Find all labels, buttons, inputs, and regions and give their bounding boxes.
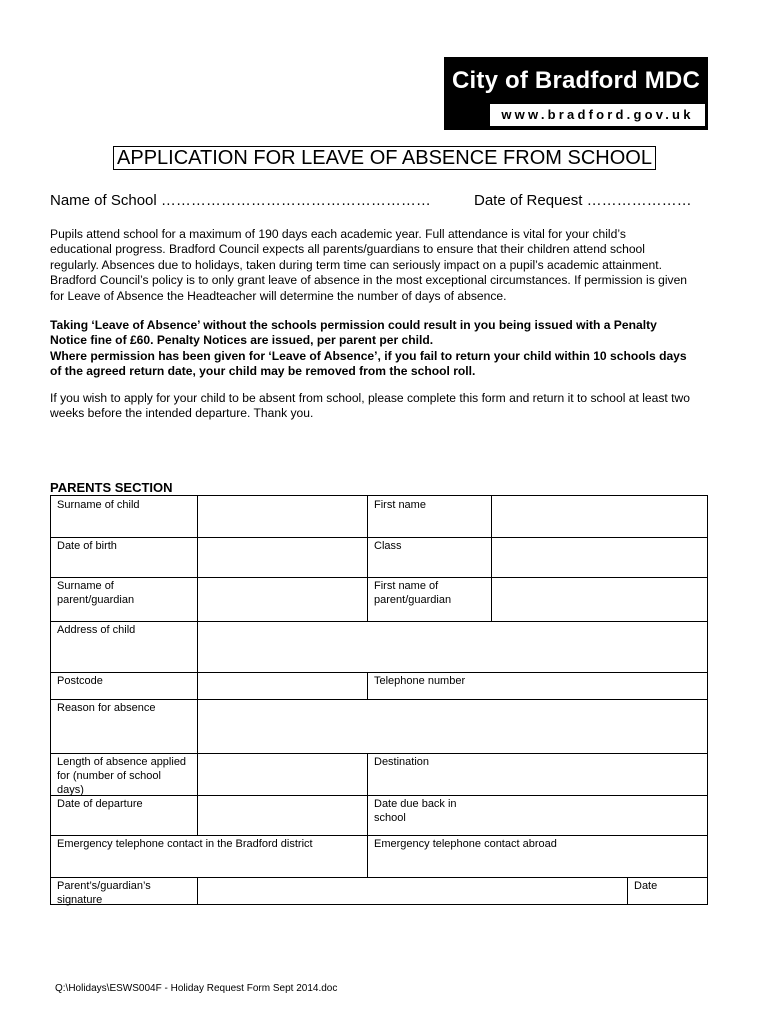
label-line: Date due back in [374,798,457,810]
logo-title: City of Bradford MDC [452,67,700,94]
warning-line: Taking ‘Leave of Absence’ without the schools permission could result in you being issued with a Penalty [50,318,657,332]
input-length-of-absence[interactable] [198,754,367,795]
label-line: school [374,812,406,824]
apply-line: If you wish to apply for your child to be absent from school, please complete this form and return it to school at least two [50,391,690,405]
input-surname-child[interactable] [198,496,367,537]
label-surname-child: Surname of child [57,499,140,511]
field-emergency-local[interactable]: Emergency telephone contact in the Bradford district [57,838,313,850]
input-signature[interactable] [198,878,627,905]
input-dob[interactable] [198,538,367,577]
label-line: Length of absence applied [57,756,187,768]
label-telephone: Telephone number [374,675,466,687]
label-dob: Date of birth [57,540,117,552]
label-line: parent/guardian [57,594,135,606]
footer-file-path: Q:\Holidays\ESWS004F - Holiday Request Form Sept 2014.doc [55,983,338,994]
label-signature [51,877,197,909]
input-surname-parent[interactable] [198,578,367,621]
field-emergency-abroad[interactable]: Emergency telephone contact abroad [374,838,557,850]
name-of-school-field[interactable]: Name of School ……………………………………………… [50,192,431,209]
warning-line: Where permission has been given for ‘Leave of Absence’, if you fail to return your child within 10 schools days [50,348,687,363]
label-line: parent/guardian [374,594,452,606]
intro-paragraph [50,227,720,304]
label-due-back [368,795,707,827]
parents-section-heading: PARENTS SECTION [50,480,173,495]
label-line: Surname of [57,580,114,592]
date-of-request-field[interactable]: Date of Request ………………… [474,192,692,209]
label-reason: Reason for absence [57,702,156,714]
label-postcode: Postcode [57,675,103,687]
input-postcode[interactable] [198,673,367,699]
label-first-name: First name [374,499,426,511]
intro-line: for Leave of Absence the Headteacher will determine the number of days of absence. [50,288,507,303]
label-line: days) [57,784,84,796]
logo-url: www.bradford.gov.uk [490,104,705,126]
intro-line: educational progress. Bradford Council expects all parents/guardians to ensure that their children attend school [50,242,645,257]
warning-line: of the agreed return date, your child may be removed from the school roll. [50,364,476,379]
label-address: Address of child [57,624,136,636]
label-line: Parent’s/guardian’s [57,880,151,892]
intro-line: Pupils attend school for a maximum of 190 days each academic year. Full attendance is vital for your child’s [50,227,626,241]
intro-line: Bradford Council’s policy is to only grant leave of absence in the most exceptional circumstances. If permission is given [50,273,688,288]
warning-line: Notice fine of £60. Penalty Notices are issued, per parent per child. [50,333,434,348]
label-departure: Date of departure [57,798,143,810]
apply-instructions [50,391,720,422]
intro-line: regularly. Absences due to holidays, taken during term time can seriously impact on a pupil’s academic attainment. [50,257,662,272]
input-class[interactable] [492,538,707,577]
label-line: signature [57,894,103,906]
bradford-logo [444,57,708,130]
parents-form-table [50,495,708,905]
label-first-name-parent [368,577,491,609]
label-surname-parent [51,577,197,609]
input-first-name-parent[interactable] [492,578,707,621]
apply-line: weeks before the intended departure. Thank you. [50,406,314,421]
input-first-name[interactable] [492,496,707,537]
input-departure[interactable] [198,796,367,835]
label-length-of-absence [51,753,197,799]
document-title: APPLICATION FOR LEAVE OF ABSENCE FROM SCHOOL [113,146,656,170]
label-destination: Destination [374,756,430,768]
label-line: First name of [374,580,439,592]
label-line: for (number of school [57,770,161,782]
field-date[interactable]: Date [634,880,658,892]
label-class: Class [374,540,402,552]
penalty-warning [50,318,720,380]
input-address[interactable] [198,622,707,672]
input-reason[interactable] [198,700,707,753]
